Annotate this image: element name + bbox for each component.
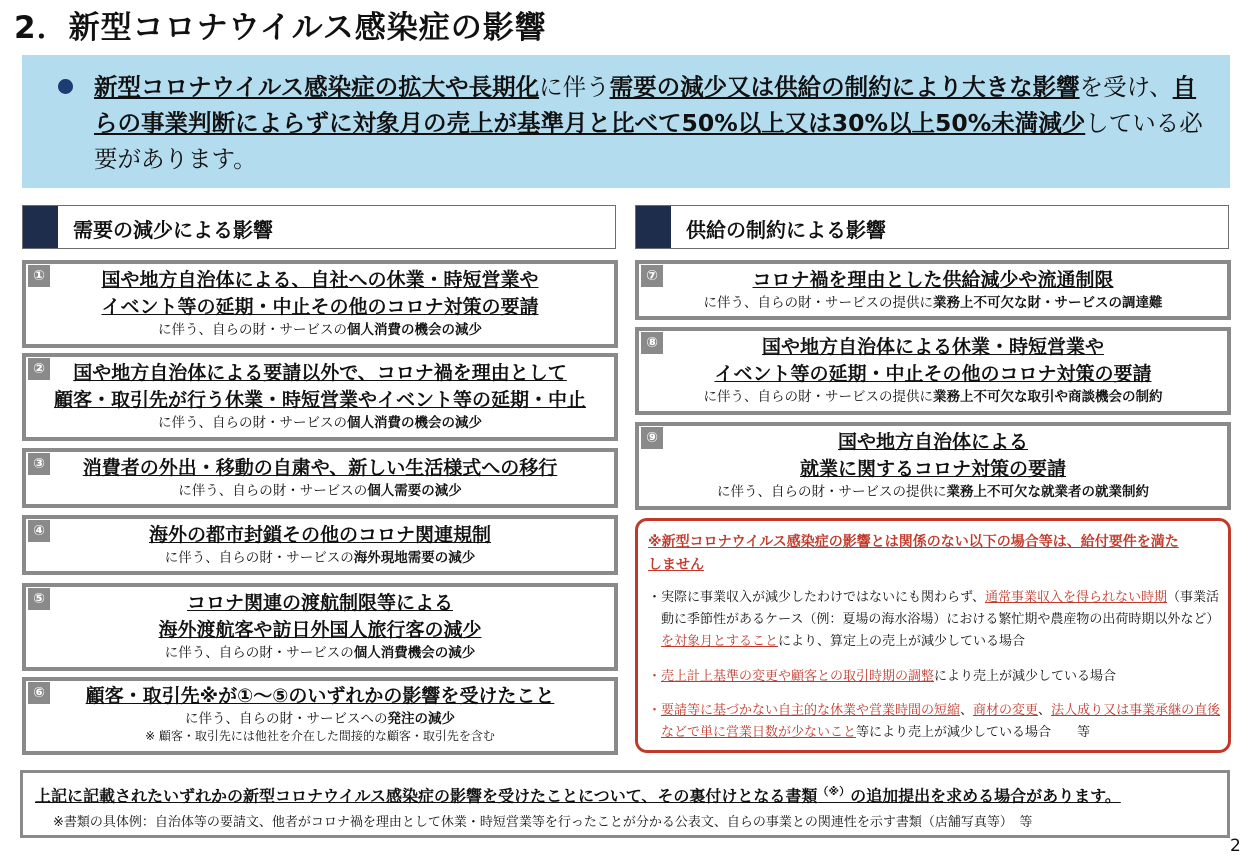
item-sub-pre: に伴う、自らの財・サービスの — [158, 415, 347, 431]
exclusions-heading-a: ※新型コロナウイルス感染症の影響とは関係のない以下の場合等は、給付要件を満た — [648, 534, 1179, 550]
item-sub-bold: 業務上不可欠な取引や商談機会の制約 — [933, 389, 1163, 405]
summary-p1: 新型コロナウイルス感染症の拡大や長期化 — [94, 73, 540, 101]
supply-heading-label: 供給の制約による影響 — [686, 218, 886, 242]
item-note: ※ 顧客・取引先には他社を介在した間接的な顧客・取引先を含む — [145, 729, 495, 743]
bottom-line-1 — [35, 783, 1121, 806]
item-sub-bold: 個人需要の減少 — [367, 483, 462, 499]
exclusion-text — [648, 700, 1226, 744]
ex-red: 法人成り又は事業承継の直後などで単に営業日数が少ないこと — [661, 703, 1221, 740]
ex-text: 等により売上が減少している場合 等 — [856, 725, 1091, 740]
item-main-line: 国や地方自治体による休業・時短営業や — [761, 336, 1104, 358]
summary-p4: を受け、 — [1079, 73, 1173, 101]
bottom-note — [20, 770, 1230, 838]
demand-item-2 — [22, 353, 618, 441]
item-sub-pre: に伴う、自らの財・サービスの — [178, 483, 368, 499]
demand-item-1 — [22, 260, 618, 348]
bottom-line-1a: 上記に記載されたいずれかの新型コロナウイルス感染症の影響を受けたことについて、その裏付けとなる書類 — [35, 786, 818, 806]
item-sub — [26, 710, 614, 728]
item-number: ② — [28, 358, 50, 380]
exclusions-box — [635, 518, 1231, 753]
item-sub-bold: 海外現地需要の減少 — [353, 550, 476, 566]
demand-item-4 — [22, 515, 618, 575]
summary-p3: 需要の減少又は供給の制約により大きな影響 — [609, 73, 1080, 101]
bullet-dot: ・ — [648, 703, 662, 718]
demand-item-5 — [22, 583, 618, 671]
item-sub — [26, 321, 614, 339]
exclusions-heading — [648, 531, 1218, 577]
item-sub-bold: 個人消費機会の減少 — [353, 645, 476, 661]
item-number: ⑥ — [28, 682, 50, 704]
bullet-dot: ・ — [648, 590, 662, 605]
supply-item-8 — [635, 327, 1231, 415]
item-number: ⑦ — [641, 265, 663, 287]
item-number: ④ — [28, 520, 50, 542]
item-sub — [639, 388, 1227, 406]
item-sub-pre: に伴う、自らの財・サービスの提供に — [703, 389, 933, 405]
summary-p5: 自らの事業判断によらずに対象月の売上が基準月と比べて50%以上又は30%以上50%未満減少 — [94, 73, 1197, 137]
bottom-line-1b: の追加提出を求める場合があります。 — [850, 786, 1121, 806]
ex-text: 、 — [1038, 703, 1052, 718]
heading-bar — [636, 206, 671, 248]
summary-text — [94, 69, 1209, 177]
item-number: ① — [28, 265, 50, 287]
ex-text: により、算定上の売上が減少している場合 — [778, 634, 1026, 649]
item-sub — [26, 549, 614, 567]
ex-text: 実際に事業収入が減少したわけではないにも関わらず、 — [661, 590, 985, 605]
item-number: ⑨ — [641, 427, 663, 449]
ex-text: （事業活動に季節性があるケース（例：夏場の海水浴場）における繁忙期や農産物の出荷時期以外など） — [661, 590, 1220, 627]
item-number: ⑤ — [28, 588, 50, 610]
item-sub — [26, 644, 614, 662]
item-sub-pre: に伴う、自らの財・サービスへの — [185, 711, 388, 727]
item-sub — [639, 294, 1227, 312]
item-main-line: イベント等の延期・中止その他のコロナ対策の要請 — [714, 363, 1152, 385]
item-sub-pre: に伴う、自らの財・サービスの — [158, 322, 347, 338]
page-title: 2．新型コロナウイルス感染症の影響 — [14, 10, 547, 46]
exclusion-text — [648, 666, 1226, 688]
supply-heading — [635, 205, 1229, 249]
item-sub-bold: 業務上不可欠な就業者の就業制約 — [946, 484, 1149, 500]
item-main-line: 顧客・取引先が行う休業・時短営業やイベント等の延期・中止 — [53, 389, 586, 411]
item-main-line: 国や地方自治体による、自社への休業・時短営業や — [101, 269, 539, 291]
item-sub-bold: 業務上不可欠な財・サービスの調達難 — [933, 295, 1163, 311]
supply-item-9 — [635, 422, 1231, 510]
ex-red: 売上計上基準の変更や顧客との取引時期の調整 — [661, 669, 935, 684]
bullet-dot: ・ — [648, 669, 662, 684]
item-main-line: 顧客・取引先※が①～⑤のいずれかの影響を受けたこと — [85, 685, 555, 707]
item-sub-pre: に伴う、自らの財・サービスの提供に — [703, 295, 933, 311]
bullet-icon — [58, 79, 73, 94]
item-main-line: 海外の都市封鎖その他のコロナ関連規制 — [148, 524, 491, 546]
item-main-line: コロナ関連の渡航制限等による — [186, 592, 453, 614]
item-sub-bold: 発注の減少 — [387, 711, 455, 727]
demand-item-6 — [22, 677, 618, 755]
ex-red: を対象月とすること — [661, 634, 779, 649]
item-sub — [26, 414, 614, 432]
item-sub-bold: 個人消費の機会の減少 — [347, 415, 482, 431]
exclusion-text — [648, 587, 1226, 653]
item-sub-pre: に伴う、自らの財・サービスの提供に — [717, 484, 947, 500]
item-main-line: 海外渡航客や訪日外国人旅行客の減少 — [158, 619, 482, 641]
ex-text: 、 — [960, 703, 974, 718]
bottom-sup: （※） — [817, 785, 851, 798]
demand-heading — [22, 205, 616, 249]
exclusions-heading-b: しません — [648, 557, 704, 573]
item-main-line: イベント等の延期・中止その他のコロナ対策の要請 — [101, 296, 539, 318]
item-sub — [26, 482, 614, 500]
ex-red: 通常事業収入を得られない時期 — [984, 590, 1167, 605]
item-main-line: 就業に関するコロナ対策の要請 — [799, 458, 1066, 480]
exclusion-item-1 — [648, 587, 1226, 653]
ex-red: 要請等に基づかない自主的な休業や営業時間の短縮 — [661, 703, 961, 718]
heading-bar — [23, 206, 58, 248]
item-number: ③ — [28, 453, 50, 475]
item-number: ⑧ — [641, 332, 663, 354]
item-sub — [639, 483, 1227, 501]
item-main-line: 国や地方自治体による要請以外で、コロナ禍を理由として — [73, 362, 567, 384]
item-sub-pre: に伴う、自らの財・サービスの — [164, 645, 354, 661]
summary-box — [22, 55, 1230, 188]
item-sub-bold: 個人消費の機会の減少 — [347, 322, 482, 338]
bottom-line-2: ※書類の具体例：自治体等の要請文、他者がコロナ禍を理由として休業・時短営業等を行ったことが分かる公表文、自らの事業との関連性を示す書類（店舗写真等） 等 — [53, 815, 1033, 830]
item-main-line: 消費者の外出・移動の自粛や、新しい生活様式への移行 — [82, 457, 558, 479]
summary-p6: している必要があります。 — [94, 109, 1203, 173]
item-sub-pre: に伴う、自らの財・サービスの — [164, 550, 354, 566]
item-main-line: コロナ禍を理由とした供給減少や流通制限 — [752, 269, 1114, 291]
page-number: 2 — [1230, 836, 1241, 856]
supply-item-7 — [635, 260, 1231, 320]
summary-p2: に伴う — [539, 73, 610, 101]
ex-text: により売上が減少している場合 — [934, 669, 1117, 684]
exclusion-item-3 — [648, 700, 1226, 744]
item-main-line: 国や地方自治体による — [837, 431, 1028, 453]
demand-heading-label: 需要の減少による影響 — [73, 218, 273, 242]
exclusion-item-2 — [648, 666, 1226, 688]
demand-item-3 — [22, 448, 618, 508]
ex-red: 商材の変更 — [973, 703, 1039, 718]
